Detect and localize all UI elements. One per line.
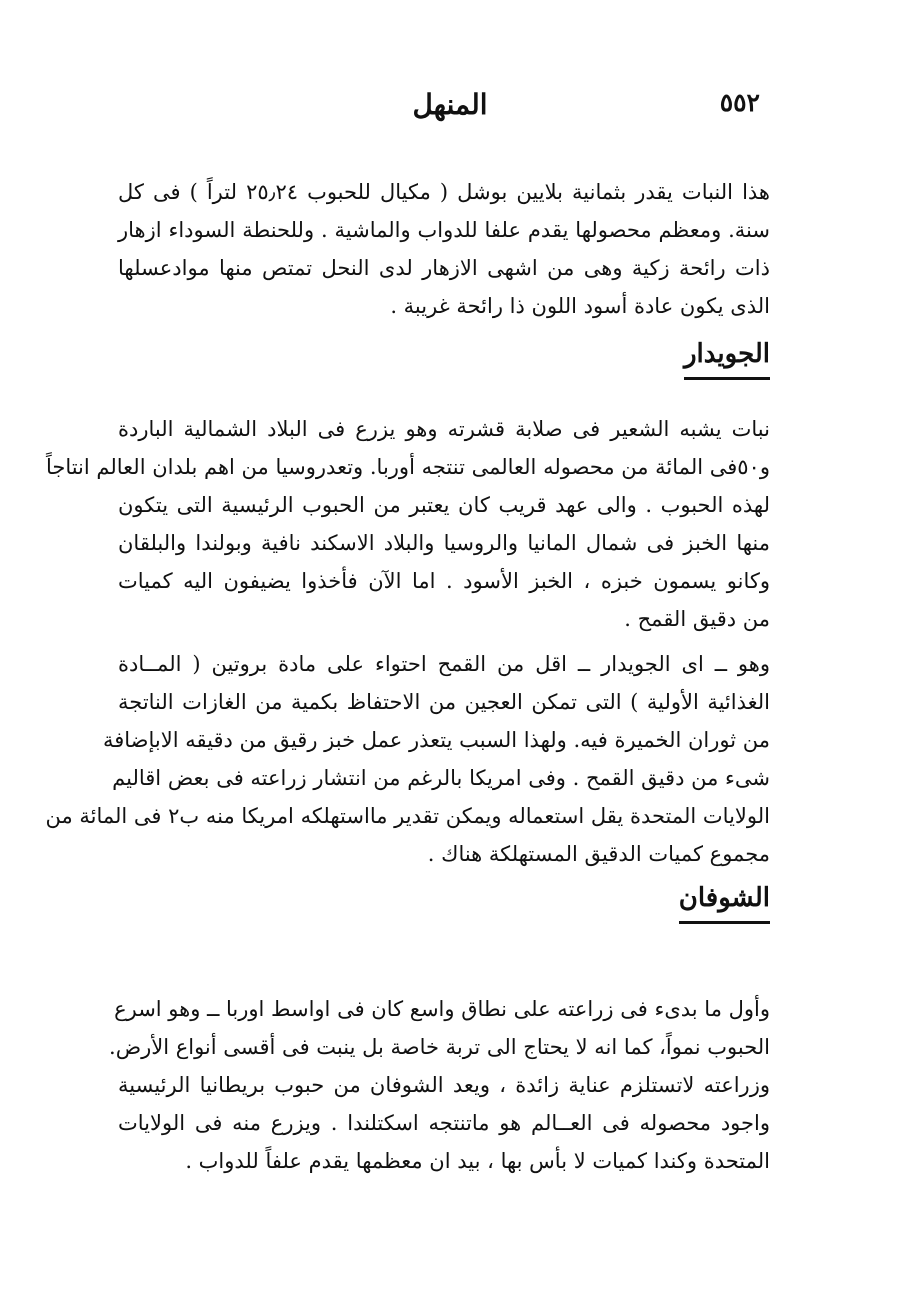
paragraph-line: شىء من دقيق القمح . وفى امريكا بالرغم من انتشار زراعته فى بعض اقاليم [112,766,770,790]
section-heading-text: الشوفان [678,883,770,913]
section-heading-text: الجويدار [683,339,770,369]
paragraph-line: ذات رائحة زكية وهى من اشهى الازهار لدى النحل تمتص منها موادعسلها [118,256,770,280]
paragraph-line: نبات يشبه الشعير فى صلابة قشرته وهو يزرع فى البلاد الشمالية الباردة [118,417,770,441]
paragraph-line: الغذائية الأولية ) التى تمكن العجين من الاحتفاظ بكمية من الغازات الناتجة [118,690,770,714]
paragraph-line: وزراعته لاتستلزم عناية زائدة ، ويعد الشوفان من حبوب بريطانيا الرئيسية [118,1073,770,1097]
paragraph-line: سنة. ومعظم محصولها يقدم علفا للدواب والماشية . وللحنطة السوداء ازهار [118,218,770,242]
rye-paragraph-2 [45,645,770,873]
paragraph-line: من ثوران الخميرة فيه. ولهذا السبب يتعذر عمل خبز رقيق من دقيقه الابإضافة [102,728,770,752]
paragraph-line: منها الخبز فى شمال المانيا والروسيا والبلاد الاسكند نافية وبولندا والبلقان [118,531,770,555]
page-number: ٥٥٢ [719,88,760,117]
intro-paragraph [118,173,770,325]
paragraph-line: مجموع كميات الدقيق المستهلكة هناك . [427,842,770,866]
paragraph-line: وهو ــ اى الجويدار ــ اقل من القمح احتواء على مادة بروتين ( المــادة [118,652,770,676]
paragraph-line: هذا النبات يقدر بثمانية بلايين بوشل ( مكيال للحبوب ٢٥٫٢٤ لتراً ) فى كل [118,180,770,204]
running-title: المنهل [412,88,488,121]
section-heading-oats [679,880,770,922]
paragraph-line: و٥٠فى المائة من محصوله العالمى تنتجه أوربا. وتعدروسيا من اهم بلدان العالم انتاجاً [45,455,770,479]
heading-underline [679,921,770,924]
section-heading-rye [684,336,770,378]
paragraph-line: وكانو يسمون خبزه ، الخبز الأسود . اما الآن فأخذوا يضيفون اليه كميات [118,569,770,593]
oats-paragraph-1 [109,990,770,1180]
paragraph-line: المتحدة وكندا كميات لا بأس بها ، بيد ان معظمها يقدم علفاً للدواب . [185,1149,770,1173]
rye-paragraph-1 [45,410,770,638]
paragraph-line: من دقيق القمح . [624,607,770,631]
paragraph-line: لهذه الحبوب . والى عهد قريب كان يعتبر من الحبوب الرئيسية التى يتكون [118,493,770,517]
paragraph-line: الحبوب نمواً، كما انه لا يحتاج الى تربة خاصة بل ينبت فى أقسى أنواع الأرض. [109,1035,770,1059]
paragraph-line: الذى يكون عادة أسود اللون ذا رائحة غريبة . [390,294,770,318]
paragraph-line: وأول ما بدىء فى زراعته على نطاق واسع كان فى اواسط اوربا ــ وهو اسرع [114,997,770,1021]
heading-underline [684,377,770,380]
page-header [140,88,760,128]
paragraph-line: الولايات المتحدة يقل استعماله ويمكن تقدير مااستهلكه امريكا منه ب٢ فى المائة من [45,804,770,828]
paragraph-line: واجود محصوله فى العــالم هو ماتنتجه اسكتلندا . ويزرع منه فى الولايات [118,1111,770,1135]
